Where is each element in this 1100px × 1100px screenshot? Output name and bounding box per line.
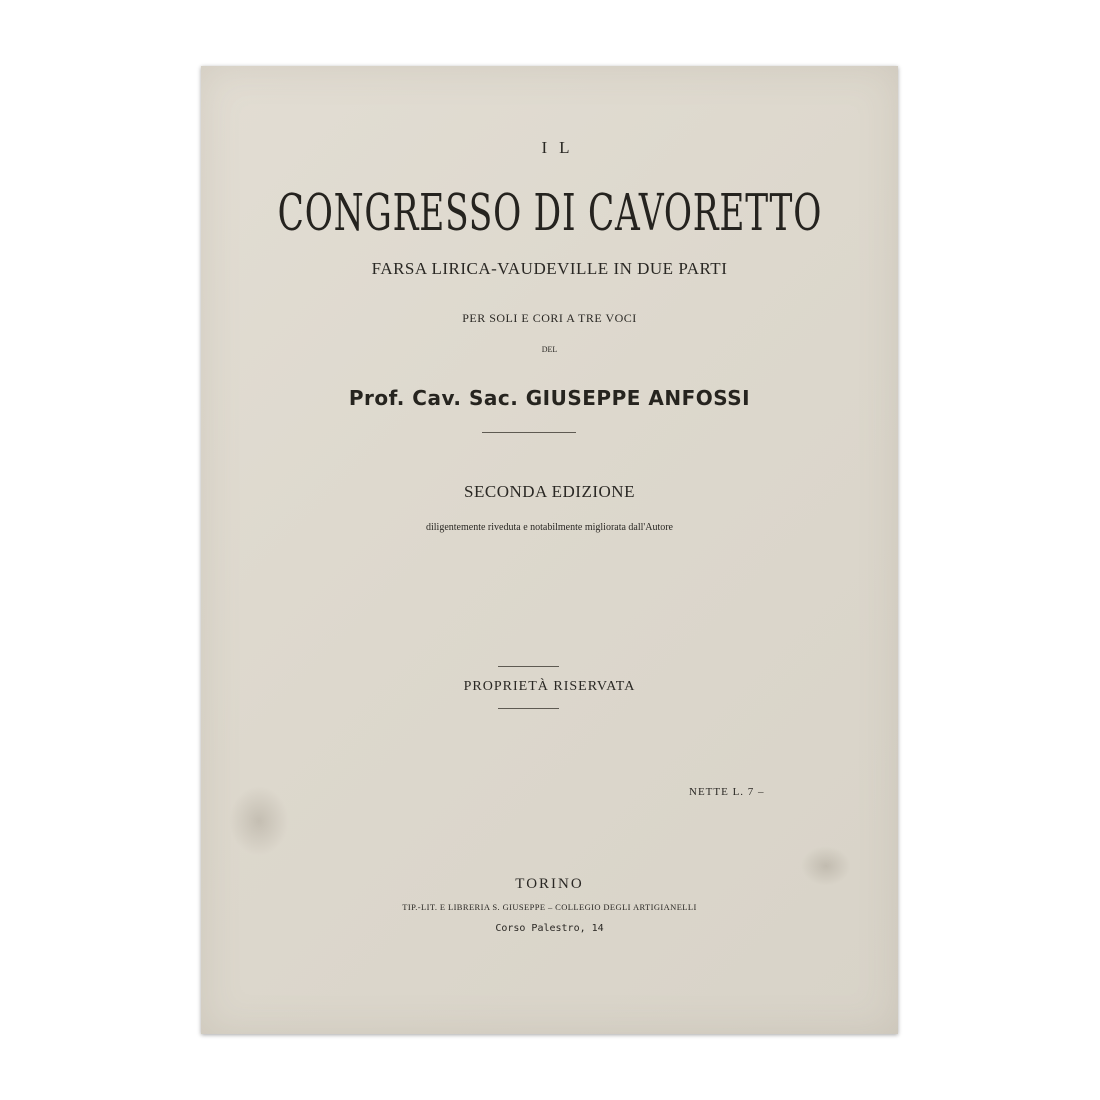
divider-rule <box>498 666 559 667</box>
del-line: DEL <box>541 345 558 354</box>
edition-note: diligentemente riveduta e notabilmente migliorata dall'Autore <box>426 522 673 533</box>
work-subtitle: FARSA LIRICA-VAUDEVILLE IN DUE PARTI <box>371 259 728 278</box>
title-article: IL <box>541 138 582 157</box>
publisher-city: TORINO <box>515 876 584 892</box>
divider-rule <box>498 708 559 709</box>
edition-label: SECONDA EDIZIONE <box>464 482 635 501</box>
divider-rule <box>482 432 576 433</box>
voices-line: PER SOLI E CORI A TRE VOCI <box>462 311 637 325</box>
rights-notice: PROPRIETÀ RISERVATA <box>463 679 636 694</box>
paper-stain <box>229 786 289 856</box>
publisher-name: TIP.-LIT. E LIBRERIA S. GIUSEPPE – COLLEGIO DEGLI ARTIGIANELLI <box>402 902 697 912</box>
work-title: CONGRESSO DI CAVORETTO <box>277 184 823 243</box>
publisher-address: Corso Palestro, 14 <box>495 923 604 934</box>
author-name: Prof. Cav. Sac. GIUSEPPE ANFOSSI <box>348 386 751 410</box>
score-cover-sheet <box>201 66 898 1034</box>
price-label: NETTE L. 7 – <box>689 786 765 798</box>
